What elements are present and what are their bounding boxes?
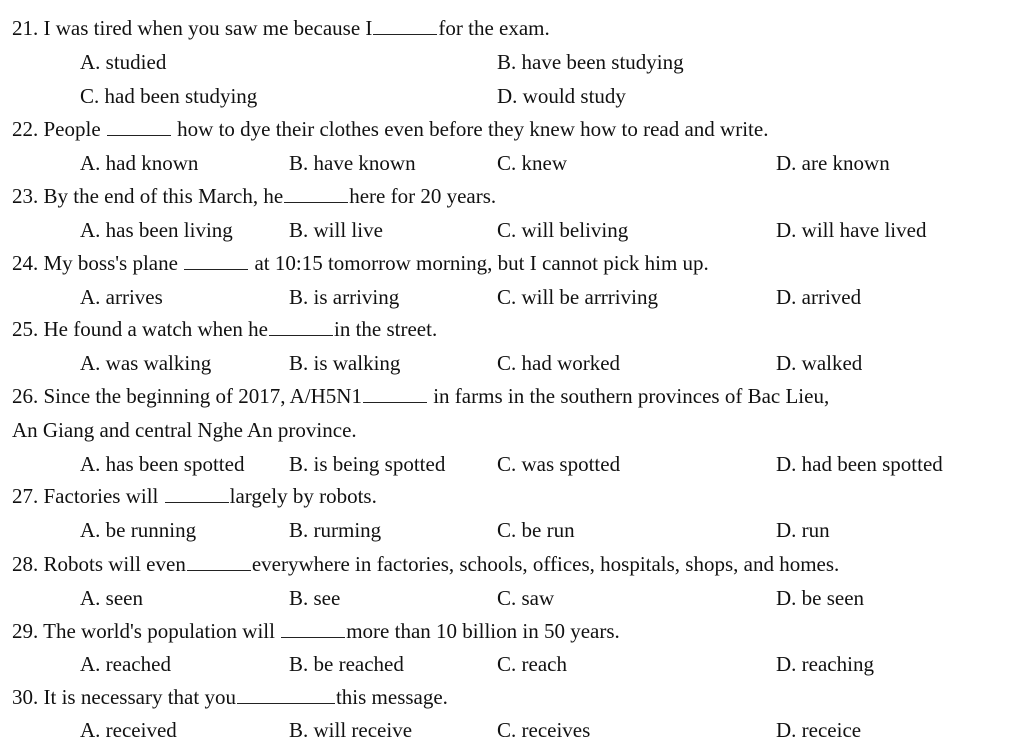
option-a: A. reached <box>80 652 171 676</box>
answer-blank <box>281 621 345 638</box>
answer-blank <box>284 186 348 203</box>
options-row <box>0 52 1024 78</box>
answer-blank <box>187 554 251 571</box>
question-text: 29. The world's population will more than 10 billion in 50 years. <box>12 619 620 643</box>
question-22 <box>0 119 1024 145</box>
options-row <box>0 454 1024 480</box>
question-21 <box>0 18 1024 44</box>
option-a: A. arrives <box>80 285 163 309</box>
question-26 <box>0 386 1024 412</box>
option-c: C. saw <box>497 586 555 610</box>
option-c: C. will be arrriving <box>497 285 658 309</box>
option-d: D. will have lived <box>776 218 927 242</box>
question-text: 30. It is necessary that you this message. <box>12 685 448 709</box>
option-a: A. studied <box>80 50 167 74</box>
option-c: C. had been studying <box>80 84 258 108</box>
answer-blank <box>269 319 333 336</box>
question-25 <box>0 319 1024 345</box>
option-d: D. are known <box>776 151 890 175</box>
question-text: 28. Robots will even everywhere in factories, schools, offices, hospitals, shops, and homes. <box>12 552 840 576</box>
options-row <box>0 588 1024 614</box>
question-text: 22. People how to dye their clothes even before they knew how to read and write. <box>12 117 769 141</box>
option-c: C. knew <box>497 151 567 175</box>
option-a: A. was walking <box>80 351 212 375</box>
question-30 <box>0 687 1024 713</box>
option-c: C. had worked <box>497 351 621 375</box>
option-c: C. was spotted <box>497 452 621 476</box>
question-28 <box>0 554 1024 580</box>
option-d: D. run <box>776 518 830 542</box>
question-text: 27. Factories will largely by robots. <box>12 484 377 508</box>
question-text: 23. By the end of this March, he here for 20 years. <box>12 184 497 208</box>
answer-blank <box>184 253 248 270</box>
question-29 <box>0 621 1024 647</box>
question-text: 25. He found a watch when he in the street. <box>12 317 438 341</box>
options-row <box>0 220 1024 246</box>
question-text: 24. My boss's plane at 10:15 tomorrow morning, but I cannot pick him up. <box>12 251 709 275</box>
option-d: D. be seen <box>776 586 865 610</box>
options-row <box>0 720 1024 746</box>
answer-blank <box>165 486 229 503</box>
options-row <box>0 520 1024 546</box>
option-a: A. seen <box>80 586 143 610</box>
answer-blank <box>237 687 335 704</box>
question-continuation <box>0 420 1024 446</box>
option-d: D. receice <box>776 718 862 742</box>
option-b: B. have been studying <box>497 50 684 74</box>
option-b: B. is walking <box>289 351 401 375</box>
option-b: B. will live <box>289 218 383 242</box>
answer-blank <box>373 18 437 35</box>
options-row <box>0 86 1024 112</box>
option-c: C. reach <box>497 652 567 676</box>
option-d: D. had been spotted <box>776 452 943 476</box>
question-23 <box>0 186 1024 212</box>
option-c: C. be run <box>497 518 575 542</box>
option-b: B. is arriving <box>289 285 400 309</box>
question-text-continued: An Giang and central Nghe An province. <box>12 418 357 442</box>
option-d: D. walked <box>776 351 863 375</box>
option-b: B. rurming <box>289 518 382 542</box>
option-b: B. see <box>289 586 341 610</box>
option-d: D. would study <box>497 84 626 108</box>
option-d: D. arrived <box>776 285 862 309</box>
answer-blank <box>107 119 171 136</box>
option-b: B. be reached <box>289 652 404 676</box>
option-a: A. has been spotted <box>80 452 245 476</box>
options-row <box>0 654 1024 680</box>
question-27 <box>0 486 1024 512</box>
options-row <box>0 287 1024 313</box>
option-b: B. have known <box>289 151 416 175</box>
option-d: D. reaching <box>776 652 874 676</box>
option-a: A. be running <box>80 518 197 542</box>
option-b: B. is being spotted <box>289 452 446 476</box>
question-text: 26. Since the beginning of 2017, A/H5N1 in farms in the southern provinces of Bac Lieu, <box>12 384 830 408</box>
answer-blank <box>363 386 427 403</box>
option-b: B. will receive <box>289 718 413 742</box>
option-c: C. will beliving <box>497 218 629 242</box>
option-c: C. receives <box>497 718 591 742</box>
option-a: A. has been living <box>80 218 233 242</box>
question-text: 21. I was tired when you saw me because I for the exam. <box>12 16 550 40</box>
option-a: A. had known <box>80 151 199 175</box>
options-row <box>0 153 1024 179</box>
option-a: A. received <box>80 718 177 742</box>
options-row <box>0 353 1024 379</box>
question-24 <box>0 253 1024 279</box>
